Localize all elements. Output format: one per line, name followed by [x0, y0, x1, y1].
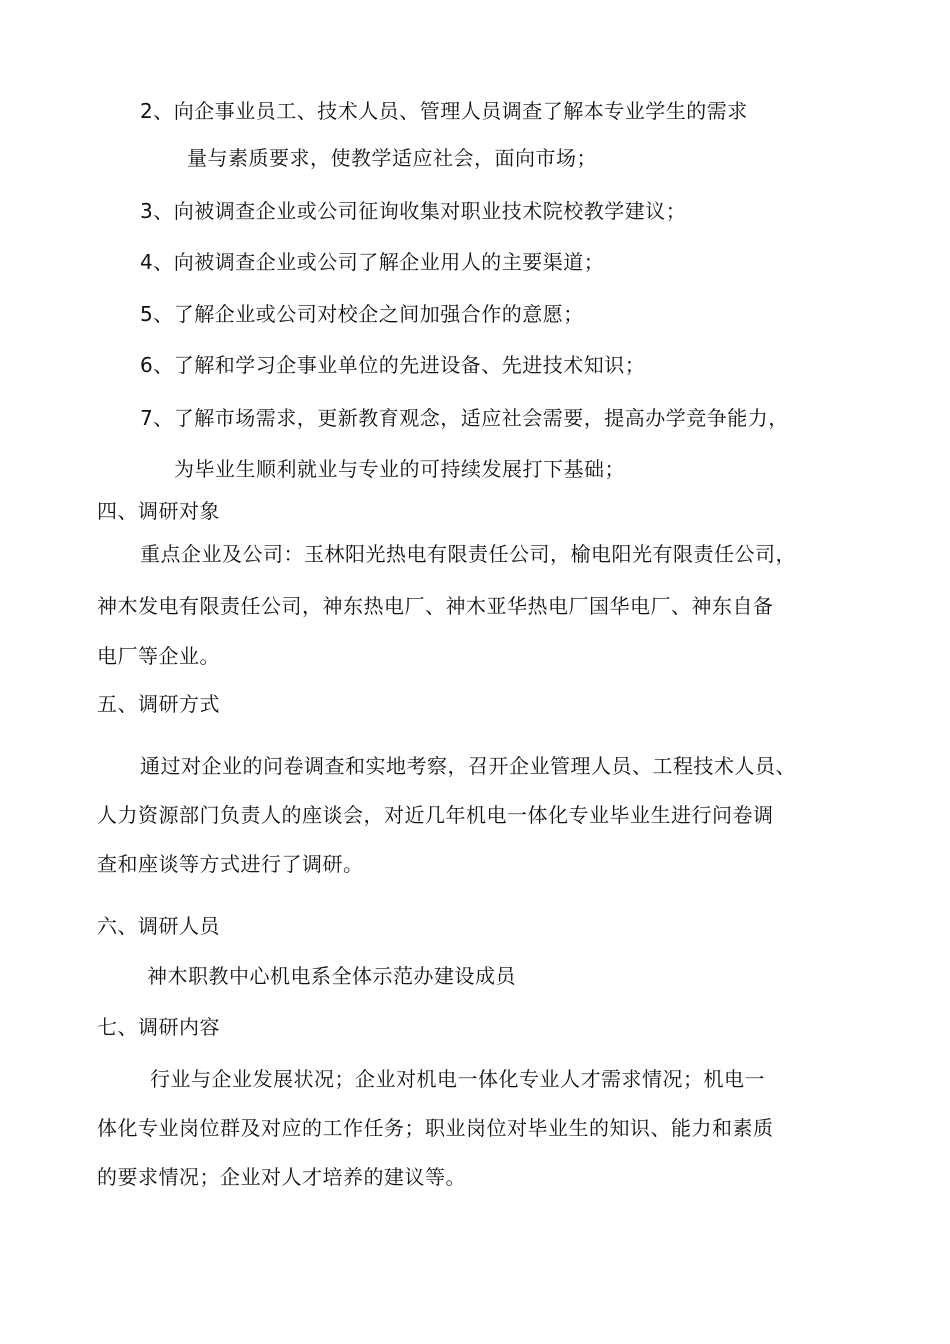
- paragraph-line: 人力资源部门负责人的座谈会，对近几年机电一体化专业毕业生进行问卷调: [97, 803, 774, 827]
- list-text: 向被调查企业或公司了解企业用人的主要渠道；: [173, 250, 605, 274]
- list-item: [140, 197, 686, 225]
- list-item: [140, 248, 604, 276]
- paragraph-line: 行业与企业发展状况；企业对机电一体化专业人才需求情况；机电一: [150, 1067, 765, 1091]
- paragraph-line: 神木发电有限责任公司，神东热电厂、神木亚华热电厂国华电厂、神东自备: [97, 594, 774, 618]
- list-number: 7、: [140, 406, 174, 430]
- list-number: 4、: [140, 250, 174, 274]
- list-item: [140, 300, 584, 328]
- paragraph-line: 电厂等企业。: [97, 644, 220, 668]
- list-number: 3、: [140, 199, 174, 223]
- list-text: 了解和学习企事业单位的先进设备、先进技术知识；: [173, 353, 646, 377]
- paragraph-line: 神木职教中心机电系全体示范办建设成员: [147, 964, 516, 988]
- list-text: 了解企业或公司对校企之间加强合作的意愿；: [173, 302, 584, 326]
- list-text: 向企事业员工、技术人员、管理人员调查了解本专业学生的需求: [173, 99, 748, 123]
- paragraph-line: 的要求情况；企业对人才培养的建议等。: [97, 1165, 466, 1189]
- section-heading: 四、调研对象: [97, 499, 220, 523]
- list-text: 了解市场需求，更新教育观念，适应社会需要，提高办学竞争能力，: [173, 406, 789, 430]
- list-item: [140, 97, 748, 125]
- list-number: 6、: [140, 353, 174, 377]
- paragraph-line: 通过对企业的问卷调查和实地考察，召开企业管理人员、工程技术人员、: [140, 754, 796, 778]
- list-text: 向被调查企业或公司征询收集对职业技术院校教学建议；: [173, 199, 687, 223]
- paragraph-line: 重点企业及公司：玉林阳光热电有限责任公司，榆电阳光有限责任公司，: [140, 542, 796, 566]
- list-number: 2、: [140, 99, 174, 123]
- section-heading: 五、调研方式: [97, 692, 220, 716]
- paragraph-line: 体化专业岗位群及对应的工作任务；职业岗位对毕业生的知识、能力和素质: [97, 1116, 774, 1140]
- section-heading: 七、调研内容: [97, 1015, 220, 1039]
- section-heading: 六、调研人员: [97, 914, 220, 938]
- list-number: 5、: [140, 302, 174, 326]
- list-item: [140, 404, 789, 432]
- paragraph-line: 查和座谈等方式进行了调研。: [97, 852, 364, 876]
- list-item-continuation: 为毕业生顺利就业与专业的可持续发展打下基础；: [174, 457, 625, 481]
- list-item: [140, 351, 645, 379]
- list-item-continuation: 量与素质要求，使教学适应社会，面向市场；: [187, 146, 597, 170]
